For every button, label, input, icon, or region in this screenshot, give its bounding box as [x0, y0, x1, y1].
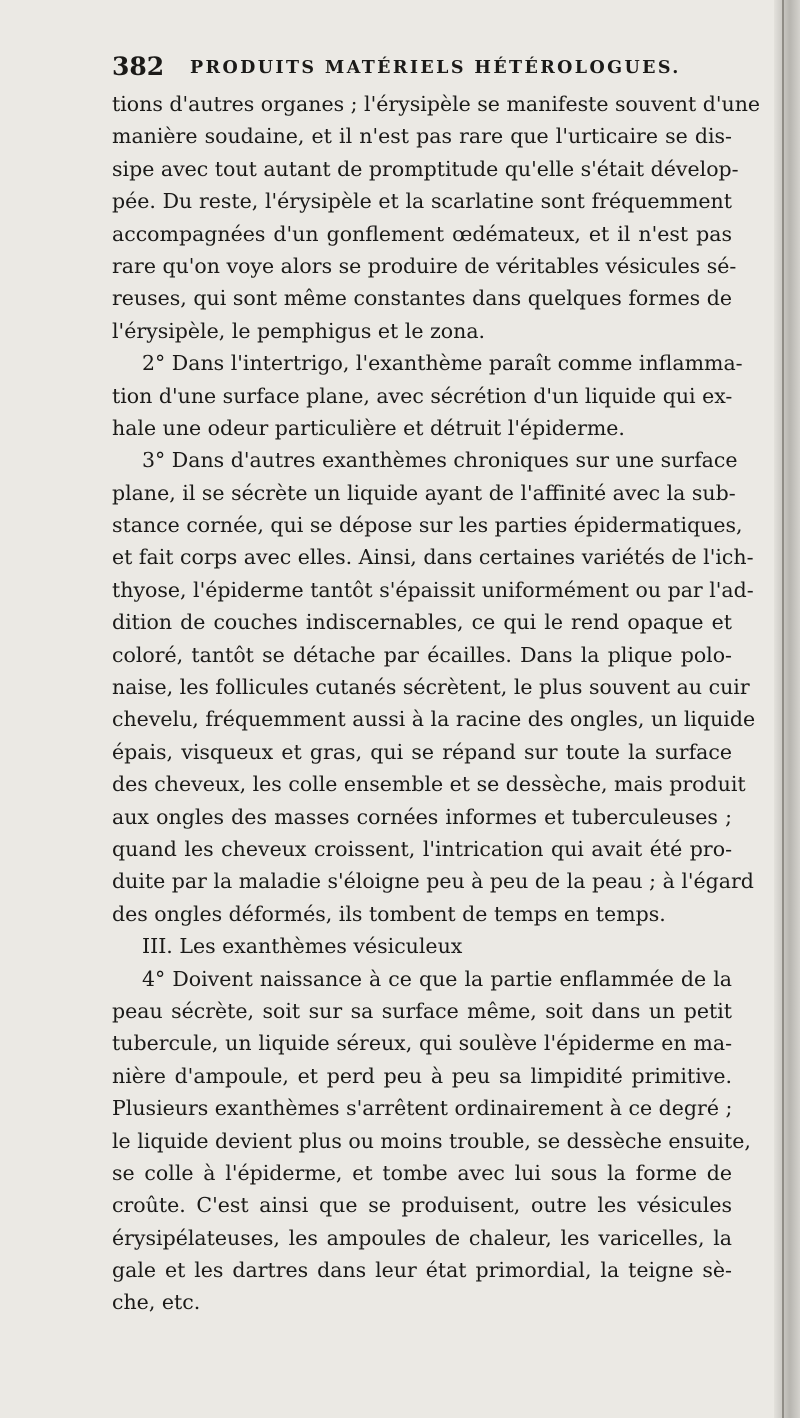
text-line: se colle à l'épiderme, et tombe avec lui sous la forme de	[112, 1160, 732, 1185]
text-line: peau sécrète, soit sur sa surface même, soit dans un petit	[112, 998, 732, 1023]
page-number: 382	[112, 52, 165, 81]
text-line: che, etc.	[112, 1290, 201, 1315]
text-line: gale et les dartres dans leur état primordial, la teigne sè-	[112, 1258, 732, 1283]
text-line: des cheveux, les colle ensemble et se dessèche, mais produit	[112, 772, 746, 797]
text-line: coloré, tantôt se détache par écailles. Dans la plique polo-	[112, 642, 732, 667]
text-line: hale une odeur particulière et détruit l'épiderme.	[112, 415, 625, 440]
text-line: 4° Doivent naissance à ce que la partie enflammée de la	[142, 966, 732, 991]
text-line: accompagnées d'un gonflement œdémateux, et il n'est pas	[112, 221, 732, 246]
page-edge-shadow	[774, 0, 800, 1418]
text-line: Plusieurs exanthèmes s'arrêtent ordinairement à ce degré ;	[112, 1096, 733, 1121]
text-line: érysipélateuses, les ampoules de chaleur, les varicelles, la	[112, 1225, 732, 1250]
text-line: quand les cheveux croissent, l'intrication qui avait été pro-	[112, 836, 732, 861]
text-line: stance cornée, qui se dépose sur les parties épidermatiques,	[112, 513, 743, 538]
text-line: 2° Dans l'intertrigo, l'exanthème paraît comme inflamma-	[142, 351, 743, 376]
body-text	[112, 88, 761, 1319]
text-line: tion d'une surface plane, avec sécrétion d'un liquide qui ex-	[112, 383, 733, 408]
section-heading: III. Les exanthèmes vésiculeux	[142, 934, 463, 959]
text-line: duite par la maladie s'éloigne peu à peu de la peau ; à l'égard	[112, 869, 754, 894]
text-line: 3° Dans d'autres exanthèmes chroniques sur une surface	[142, 448, 738, 473]
text-line: plane, il se sécrète un liquide ayant de l'affinité avec la sub-	[112, 480, 736, 505]
text-line: aux ongles des masses cornées informes et tuberculeuses ;	[112, 804, 732, 829]
text-line: tubercule, un liquide séreux, qui soulève l'épiderme en ma-	[112, 1031, 732, 1056]
text-line: chevelu, fréquemment aussi à la racine des ongles, un liquide	[112, 707, 756, 732]
text-line: dition de couches indiscernables, ce qui le rend opaque et	[112, 610, 732, 635]
text-line: des ongles déformés, ils tombent de temps en temps.	[112, 901, 666, 926]
text-line: l'érysipèle, le pemphigus et le zona.	[112, 318, 486, 343]
text-line: le liquide devient plus ou moins trouble, se dessèche ensuite,	[112, 1128, 751, 1153]
text-line: thyose, l'épiderme tantôt s'épaissit uniformément ou par l'ad-	[112, 577, 754, 602]
text-line: nière d'ampoule, et perd peu à peu sa limpidité primitive.	[112, 1063, 732, 1088]
page-header	[112, 52, 732, 86]
text-line: tions d'autres organes ; l'érysipèle se manifeste souvent d'une	[112, 92, 761, 116]
text-line: croûte. C'est ainsi que se produisent, outre les vésicules	[112, 1193, 732, 1218]
binding-edge-line	[782, 0, 784, 1418]
text-line: naise, les follicules cutanés sécrètent, le plus souvent au cuir	[112, 675, 750, 700]
text-line: pée. Du reste, l'érysipèle et la scarlatine sont fréquemment	[112, 189, 732, 214]
text-line: reuses, qui sont même constantes dans quelques formes de	[112, 286, 732, 311]
text-line: sipe avec tout autant de promptitude qu'elle s'était dévelop-	[112, 156, 739, 181]
text-line: et fait corps avec elles. Ainsi, dans certaines variétés de l'ich-	[112, 545, 754, 570]
running-title: PRODUITS MATÉRIELS HÉTÉROLOGUES.	[190, 58, 681, 78]
text-line: épais, visqueux et gras, qui se répand sur toute la surface	[112, 739, 732, 764]
text-line: rare qu'on voye alors se produire de véritables vésicules sé-	[112, 253, 737, 278]
text-line: manière soudaine, et il n'est pas rare que l'urticaire se dis-	[112, 124, 732, 149]
